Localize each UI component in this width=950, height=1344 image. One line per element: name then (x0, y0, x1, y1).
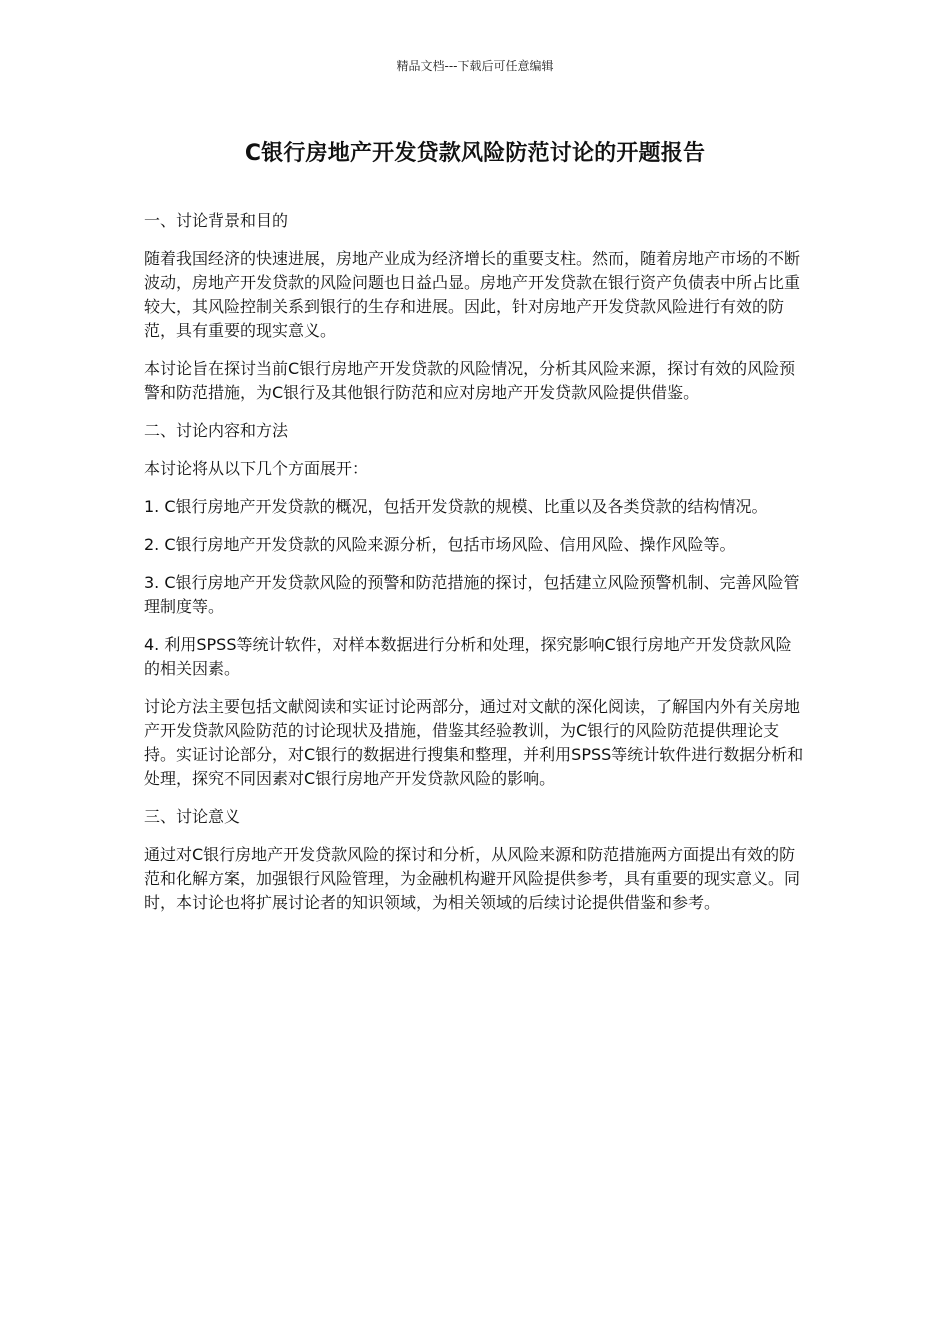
paragraph: 本讨论旨在探讨当前C银行房地产开发贷款的风险情况，分析其风险来源，探讨有效的风险预警和防范措施，为C银行及其他银行防范和应对房地产开发贷款风险提供借鉴。 (144, 359, 796, 402)
paragraph: 本讨论将从以下几个方面展开： (144, 459, 369, 478)
list-item: 3. C银行房地产开发贷款风险的预警和防范措施的探讨，包括建立风险预警机制、完善风险管理制度等。 (144, 573, 800, 616)
paragraph: 讨论方法主要包括文献阅读和实证讨论两部分，通过对文献的深化阅读，了解国内外有关房地产开发贷款风险防范的讨论现状及措施，借鉴其经验教训，为C银行的风险防范提供理论支持。实证讨论部分，对C银行的数据进行搜集和整理，并利用SPSS等统计软件进行数据分析和处理，探究不同因素对C银行房地产开发贷款风险的影响。 (144, 697, 804, 788)
document-body (144, 209, 806, 929)
paragraph: 通过对C银行房地产开发贷款风险的探讨和分析，从风险来源和防范措施两方面提出有效的防范和化解方案，加强银行风险管理，为金融机构避开风险提供参考，具有重要的现实意义。同时，本讨论也将扩展讨论者的知识领域，为相关领域的后续讨论提供借鉴和参考。 (144, 845, 801, 912)
paragraph: 随着我国经济的快速进展，房地产业成为经济增长的重要支柱。然而，随着房地产市场的不断波动，房地产开发贷款的风险问题也日益凸显。房地产开发贷款在银行资产负债表中所占比重较大，其风险控制关系到银行的生存和进展。因此，针对房地产开发贷款风险进行有效的防范，具有重要的现实意义。 (144, 249, 801, 340)
page-header: 精品文档---下载后可任意编辑 (396, 59, 554, 73)
list-item: 4. 利用SPSS等统计软件，对样本数据进行分析和处理，探究影响C银行房地产开发贷款风险的相关因素。 (144, 635, 792, 678)
section-heading-content: 二、讨论内容和方法 (144, 421, 289, 440)
section-heading-significance: 三、讨论意义 (144, 807, 241, 826)
list-item: 2. C银行房地产开发贷款的风险来源分析，包括市场风险、信用风险、操作风险等。 (144, 535, 736, 554)
list-item: 1. C银行房地产开发贷款的概况，包括开发贷款的规模、比重以及各类贷款的结构情况。 (144, 497, 768, 516)
section-heading-background: 一、讨论背景和目的 (144, 211, 289, 230)
document-title: C银行房地产开发贷款风险防范讨论的开题报告 (244, 141, 706, 166)
